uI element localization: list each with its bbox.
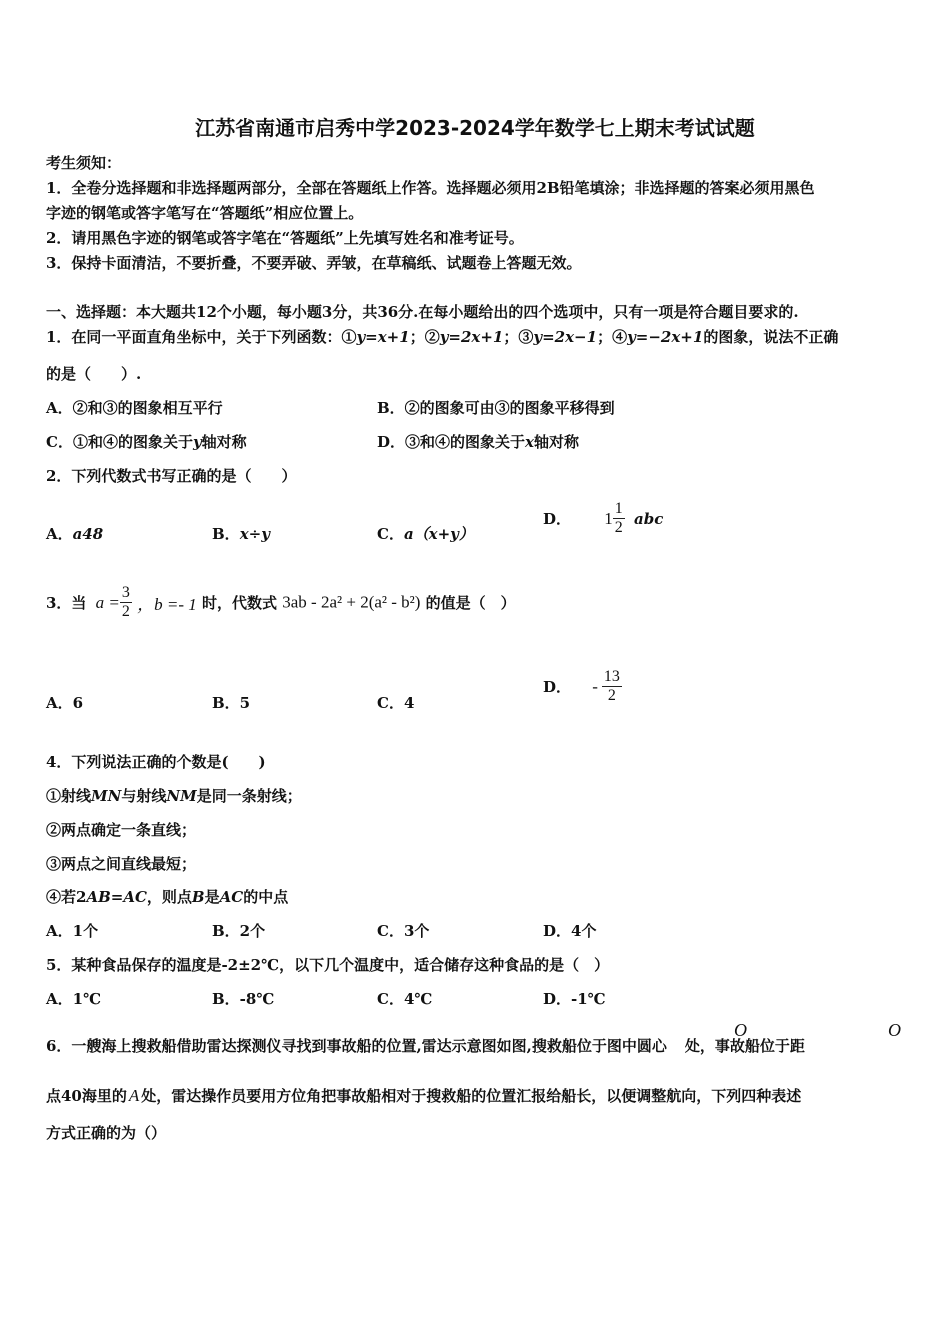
q6-origin-symbol: O bbox=[734, 1020, 747, 1040]
q2-option-d bbox=[543, 500, 663, 537]
q3-option-d bbox=[543, 668, 622, 705]
q3-stem bbox=[46, 584, 516, 621]
q5-stem: 5．某种食品保存的温度是-2±2℃，以下几个温度中，适合储存这种食品的是（ ） bbox=[46, 956, 610, 974]
q4-statement-2: ②两点确定一条直线； bbox=[46, 821, 197, 839]
q1-option-d bbox=[377, 432, 579, 452]
q3-a-lhs: a = bbox=[95, 592, 120, 612]
q3-option-d-sign: - bbox=[592, 676, 598, 696]
q1-sep-2: ；③ bbox=[503, 328, 534, 346]
q5-option-b: B．-8℃ bbox=[212, 990, 275, 1008]
q3-b-expression: ，b =- 1 bbox=[137, 595, 197, 614]
section-heading: 一、选择题：本大题共12个小题，每小题3分，共36分.在每小题给出的四个选项中，只有一项是符合题目要求的. bbox=[46, 303, 799, 321]
q3-option-d-fraction bbox=[602, 668, 622, 705]
q1-option-c bbox=[46, 432, 247, 452]
notice-line-4: 3．保持卡面清洁，不要折叠，不要弄破、弄皱，在草稿纸、试题卷上答题无效。 bbox=[46, 254, 582, 272]
q5-option-c: C．4℃ bbox=[377, 990, 433, 1008]
q4-option-b: B．2个 bbox=[212, 922, 266, 940]
q2-option-d-tail: abc bbox=[633, 509, 664, 528]
q1-stem-a: 1．在同一平面直角坐标中，关于下列函数：① bbox=[46, 328, 357, 346]
q2-option-d-fraction bbox=[613, 500, 625, 537]
q1-stem-c: 的是（ ）. bbox=[46, 365, 142, 383]
q4-s4-segment: AC bbox=[219, 888, 244, 906]
q1-option-c-post: 轴对称 bbox=[201, 433, 247, 451]
q6-point-a: A bbox=[128, 1086, 140, 1105]
q1-function-3: y=2x−1 bbox=[533, 328, 598, 346]
q4-stem: 4．下列说法正确的个数是( ) bbox=[46, 753, 266, 771]
q4-option-a: A．1个 bbox=[46, 922, 99, 940]
q1-option-d-post: 轴对称 bbox=[533, 433, 579, 451]
q3-pre: 3．当 bbox=[46, 594, 87, 612]
q3-option-a: A．6 bbox=[46, 694, 84, 712]
q3-post: 的值是（ ） bbox=[425, 594, 516, 612]
q5-option-d: D．-1℃ bbox=[543, 990, 606, 1008]
q6-line-2-a: 点40海里的 bbox=[46, 1087, 127, 1105]
q1-option-c-pre: C．①和④的图象关于 bbox=[46, 433, 193, 451]
q1-function-2: y=2x+1 bbox=[439, 328, 504, 346]
q4-s4-post: 的中点 bbox=[243, 888, 289, 906]
q2-option-c bbox=[377, 524, 474, 544]
q1-sep-3: ；④ bbox=[597, 328, 628, 346]
q2-option-a-label: A． bbox=[46, 525, 73, 543]
q4-option-d: D．4个 bbox=[543, 922, 597, 940]
q6-line-2-b: 处，雷达操作员要用方位角把事故船相对于搜救船的位置汇报给船长，以便调整航向，下列四种表述 bbox=[141, 1087, 802, 1105]
q6-line-1-a: 6．一艘海上搜救船借助雷达探测仪寻找到事故船的位置,雷达示意图如图,搜救船位于图中圆心 bbox=[46, 1037, 667, 1055]
q2-option-a bbox=[46, 524, 103, 544]
q4-s4-equation: AB=AC bbox=[86, 888, 147, 906]
q4-s1-ray-a: MN bbox=[91, 787, 122, 805]
q3-option-c: C．4 bbox=[377, 694, 415, 712]
q1-stem bbox=[46, 327, 838, 347]
q1-option-c-var: y bbox=[192, 433, 202, 451]
q4-option-c: C．3个 bbox=[377, 922, 430, 940]
q4-s4-point: B bbox=[191, 888, 205, 906]
q1-option-d-var: x bbox=[525, 433, 534, 451]
q3-mid: 时，代数式 bbox=[202, 594, 278, 612]
q4-s4-mid: ，则点 bbox=[146, 888, 192, 906]
q2-stem: 2．下列代数式书写正确的是（ ） bbox=[46, 467, 297, 485]
q2-option-a-value: a48 bbox=[72, 525, 104, 543]
q4-s1-post: 是同一条射线； bbox=[196, 787, 302, 805]
q3-expression: 3ab - 2a² + 2(a² - b²) bbox=[282, 592, 421, 612]
q3-a-denominator: 2 bbox=[121, 603, 130, 620]
q4-s1-pre: ①射线 bbox=[46, 787, 92, 805]
q1-function-4: y=−2x+1 bbox=[627, 328, 704, 346]
q3-option-d-label: D． bbox=[543, 678, 572, 696]
q4-statement-1 bbox=[46, 786, 302, 806]
q4-s1-mid: 与射线 bbox=[121, 787, 167, 805]
q1-option-b: B．②的图象可由③的图象平移得到 bbox=[377, 399, 615, 417]
q6-line-1 bbox=[46, 1036, 805, 1056]
q1-stem-b: 的图象，说法不正确 bbox=[703, 328, 839, 346]
notice-heading: 考生须知： bbox=[46, 154, 122, 172]
q4-statement-3: ③两点之间直线最短； bbox=[46, 855, 197, 873]
page-title: 江苏省南通市启秀中学2023-2024学年数学七上期末考试试题 bbox=[195, 116, 755, 140]
q6-line-3: 方式正确的为（） bbox=[46, 1124, 167, 1142]
q5-option-a: A．1℃ bbox=[46, 990, 102, 1008]
notice-line-1: 1．全卷分选择题和非选择题两部分，全部在答题纸上作答。选择题必须用2B铅笔填涂；非选择题的答案必须用黑色 bbox=[46, 179, 815, 197]
q2-option-b-label: B． bbox=[212, 525, 240, 543]
q6-origin-symbol-2: O bbox=[888, 1020, 901, 1040]
q3-option-d-numerator: 13 bbox=[603, 668, 620, 685]
q2-option-d-denominator: 2 bbox=[614, 519, 623, 536]
q1-option-d-pre: D．③和④的图象关于 bbox=[377, 433, 526, 451]
q1-sep-1: ；② bbox=[409, 328, 440, 346]
q2-option-b bbox=[212, 524, 270, 544]
q3-a-fraction bbox=[120, 584, 132, 621]
q2-option-c-label: C． bbox=[377, 525, 404, 543]
q2-option-c-value: a（x+y） bbox=[403, 525, 474, 543]
q2-option-d-label: D． bbox=[543, 510, 572, 528]
q2-option-d-whole: 1 bbox=[604, 508, 613, 528]
q4-s4-mid2: 是 bbox=[204, 888, 220, 906]
q3-option-b: B．5 bbox=[212, 694, 251, 712]
q2-option-b-value: x÷y bbox=[239, 525, 270, 543]
q2-option-d-numerator: 1 bbox=[614, 500, 623, 517]
q6-line-1-b: 处，事故船位于距 bbox=[684, 1037, 805, 1055]
q4-s4-pre: ④若2 bbox=[46, 888, 87, 906]
q4-s1-ray-b: NM bbox=[166, 787, 197, 805]
notice-line-2: 字迹的钢笔或答字笔写在“答题纸”相应位置上。 bbox=[46, 204, 364, 222]
q1-function-1: y=x+1 bbox=[356, 328, 410, 346]
q3-option-d-denominator: 2 bbox=[607, 687, 616, 704]
q1-option-a: A．②和③的图象相互平行 bbox=[46, 399, 223, 417]
q4-statement-4 bbox=[46, 887, 288, 907]
q3-a-numerator: 3 bbox=[121, 584, 130, 601]
notice-line-3: 2．请用黑色字迹的钢笔或答字笔在“答题纸”上先填写姓名和准考证号。 bbox=[46, 229, 524, 247]
q6-line-2 bbox=[46, 1086, 801, 1106]
